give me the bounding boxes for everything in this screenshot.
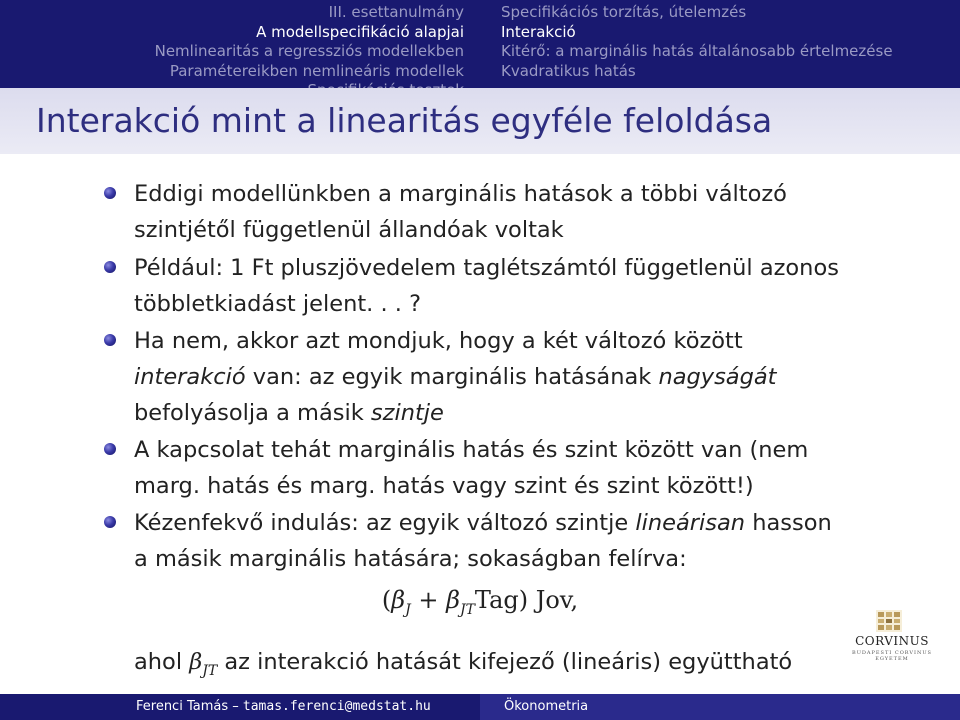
formula-tag: Tag) xyxy=(474,586,529,614)
nav-section-model-spec-basics[interactable]: A modellspecifikáció alapjai xyxy=(256,22,464,41)
beta-subscript: J xyxy=(405,602,411,618)
footer-course: Ökonometria xyxy=(504,699,589,714)
corvinus-emblem-icon xyxy=(876,610,902,632)
bullet-icon xyxy=(104,516,116,528)
explanation-text: ahol xyxy=(134,649,190,675)
bullet-icon xyxy=(104,261,116,273)
bullet-icon xyxy=(104,187,116,199)
beta-subscript: JT xyxy=(202,663,218,679)
interaction-formula xyxy=(0,586,960,618)
beta-symbol: β xyxy=(189,649,203,675)
formula-paren: ( xyxy=(381,586,392,614)
bullet-icon xyxy=(104,443,116,455)
bullet-text: Például: 1 Ft pluszjövedelem taglétszámtól függetlenül azonos xyxy=(134,255,839,281)
frame-title-bar xyxy=(0,88,960,154)
bullet-item-3 xyxy=(134,323,924,431)
emphasis-text: lineárisan xyxy=(635,510,746,536)
bullet-text xyxy=(134,395,924,431)
footer-author xyxy=(136,699,431,714)
logo-subtext: BUDAPESTI CORVINUS EGYETEM xyxy=(852,650,932,662)
section-list xyxy=(24,3,464,101)
nav-subsection-interaction[interactable]: Interakció xyxy=(501,22,576,41)
author-email[interactable]: tamas.ferenci@medstat.hu xyxy=(242,699,431,714)
bullet-text-part: Kézenfekvő indulás: az egyik változó szintje xyxy=(134,510,636,536)
bullet-item-4 xyxy=(134,432,924,504)
bullet-text xyxy=(134,359,924,395)
footer-course-panel xyxy=(480,694,960,720)
header-navigation xyxy=(0,0,960,88)
author-name: Ferenci Tamás – xyxy=(136,699,243,714)
bullet-text: Ha nem, akkor azt mondjuk, hogy a két változó között xyxy=(134,328,743,354)
logo-name: CORVINUS xyxy=(855,634,929,648)
bullet-text: A kapcsolat tehát marginális hatás és szint között van (nem xyxy=(134,437,809,463)
coefficient-explanation xyxy=(134,644,792,689)
nav-section-nonlinear-params[interactable]: Paramétereikben nemlineáris modellek xyxy=(169,61,464,80)
beta-symbol: β xyxy=(391,586,406,614)
bullet-text-part: hasson xyxy=(745,510,832,536)
bullet-item-5 xyxy=(134,505,924,577)
page-title: Interakció mint a linearitás egyféle feloldása xyxy=(36,101,773,140)
plus-sign: + xyxy=(410,586,447,614)
formula-jov: Jov, xyxy=(528,586,579,614)
bullet-text: többletkiadást jelent. . . ? xyxy=(134,291,422,317)
bullet-icon xyxy=(104,334,116,346)
bullet-text: szintjétől függetlenül állandóak voltak xyxy=(134,217,564,243)
bullet-text-part: van: az egyik marginális hatásának xyxy=(245,364,659,390)
emphasis-text: nagyságát xyxy=(658,364,777,390)
nav-section-case-study-3[interactable]: III. esettanulmány xyxy=(328,3,464,21)
beta-subscript: JT xyxy=(459,602,475,618)
corvinus-logo xyxy=(848,610,936,674)
bullet-text-part: befolyásolja a másik xyxy=(134,400,371,426)
nav-section-nonlinearity[interactable]: Nemlinearitás a regressziós modellekben xyxy=(154,42,464,60)
footer-author-panel xyxy=(0,694,480,720)
bullet-text: a másik marginális hatására; sokaságban felírva: xyxy=(134,546,687,572)
nav-subsection-spec-bias[interactable]: Specifikációs torzítás, útelemzés xyxy=(501,3,747,21)
bullet-item-2 xyxy=(134,250,924,322)
bullet-text: marg. hatás és marg. hatás vagy szint és szint között!) xyxy=(134,473,754,499)
beta-symbol: β xyxy=(446,586,460,614)
subsection-list xyxy=(501,3,951,81)
nav-subsection-marginal-effect[interactable]: Kitérő: a marginális hatás általánosabb értelmezése xyxy=(501,42,893,60)
explanation-text: az interakció hatását kifejező (lineáris) együttható xyxy=(217,649,793,675)
bullet-text: Eddigi modellünkben a marginális hatások a többi változó xyxy=(134,181,787,207)
footer-bar xyxy=(0,694,960,720)
bullet-text xyxy=(134,505,924,541)
emphasis-text: szintje xyxy=(370,400,444,426)
emphasis-text: interakció xyxy=(134,364,246,390)
bullet-item-1 xyxy=(134,176,924,248)
nav-subsection-quadratic[interactable]: Kvadratikus hatás xyxy=(501,61,636,80)
